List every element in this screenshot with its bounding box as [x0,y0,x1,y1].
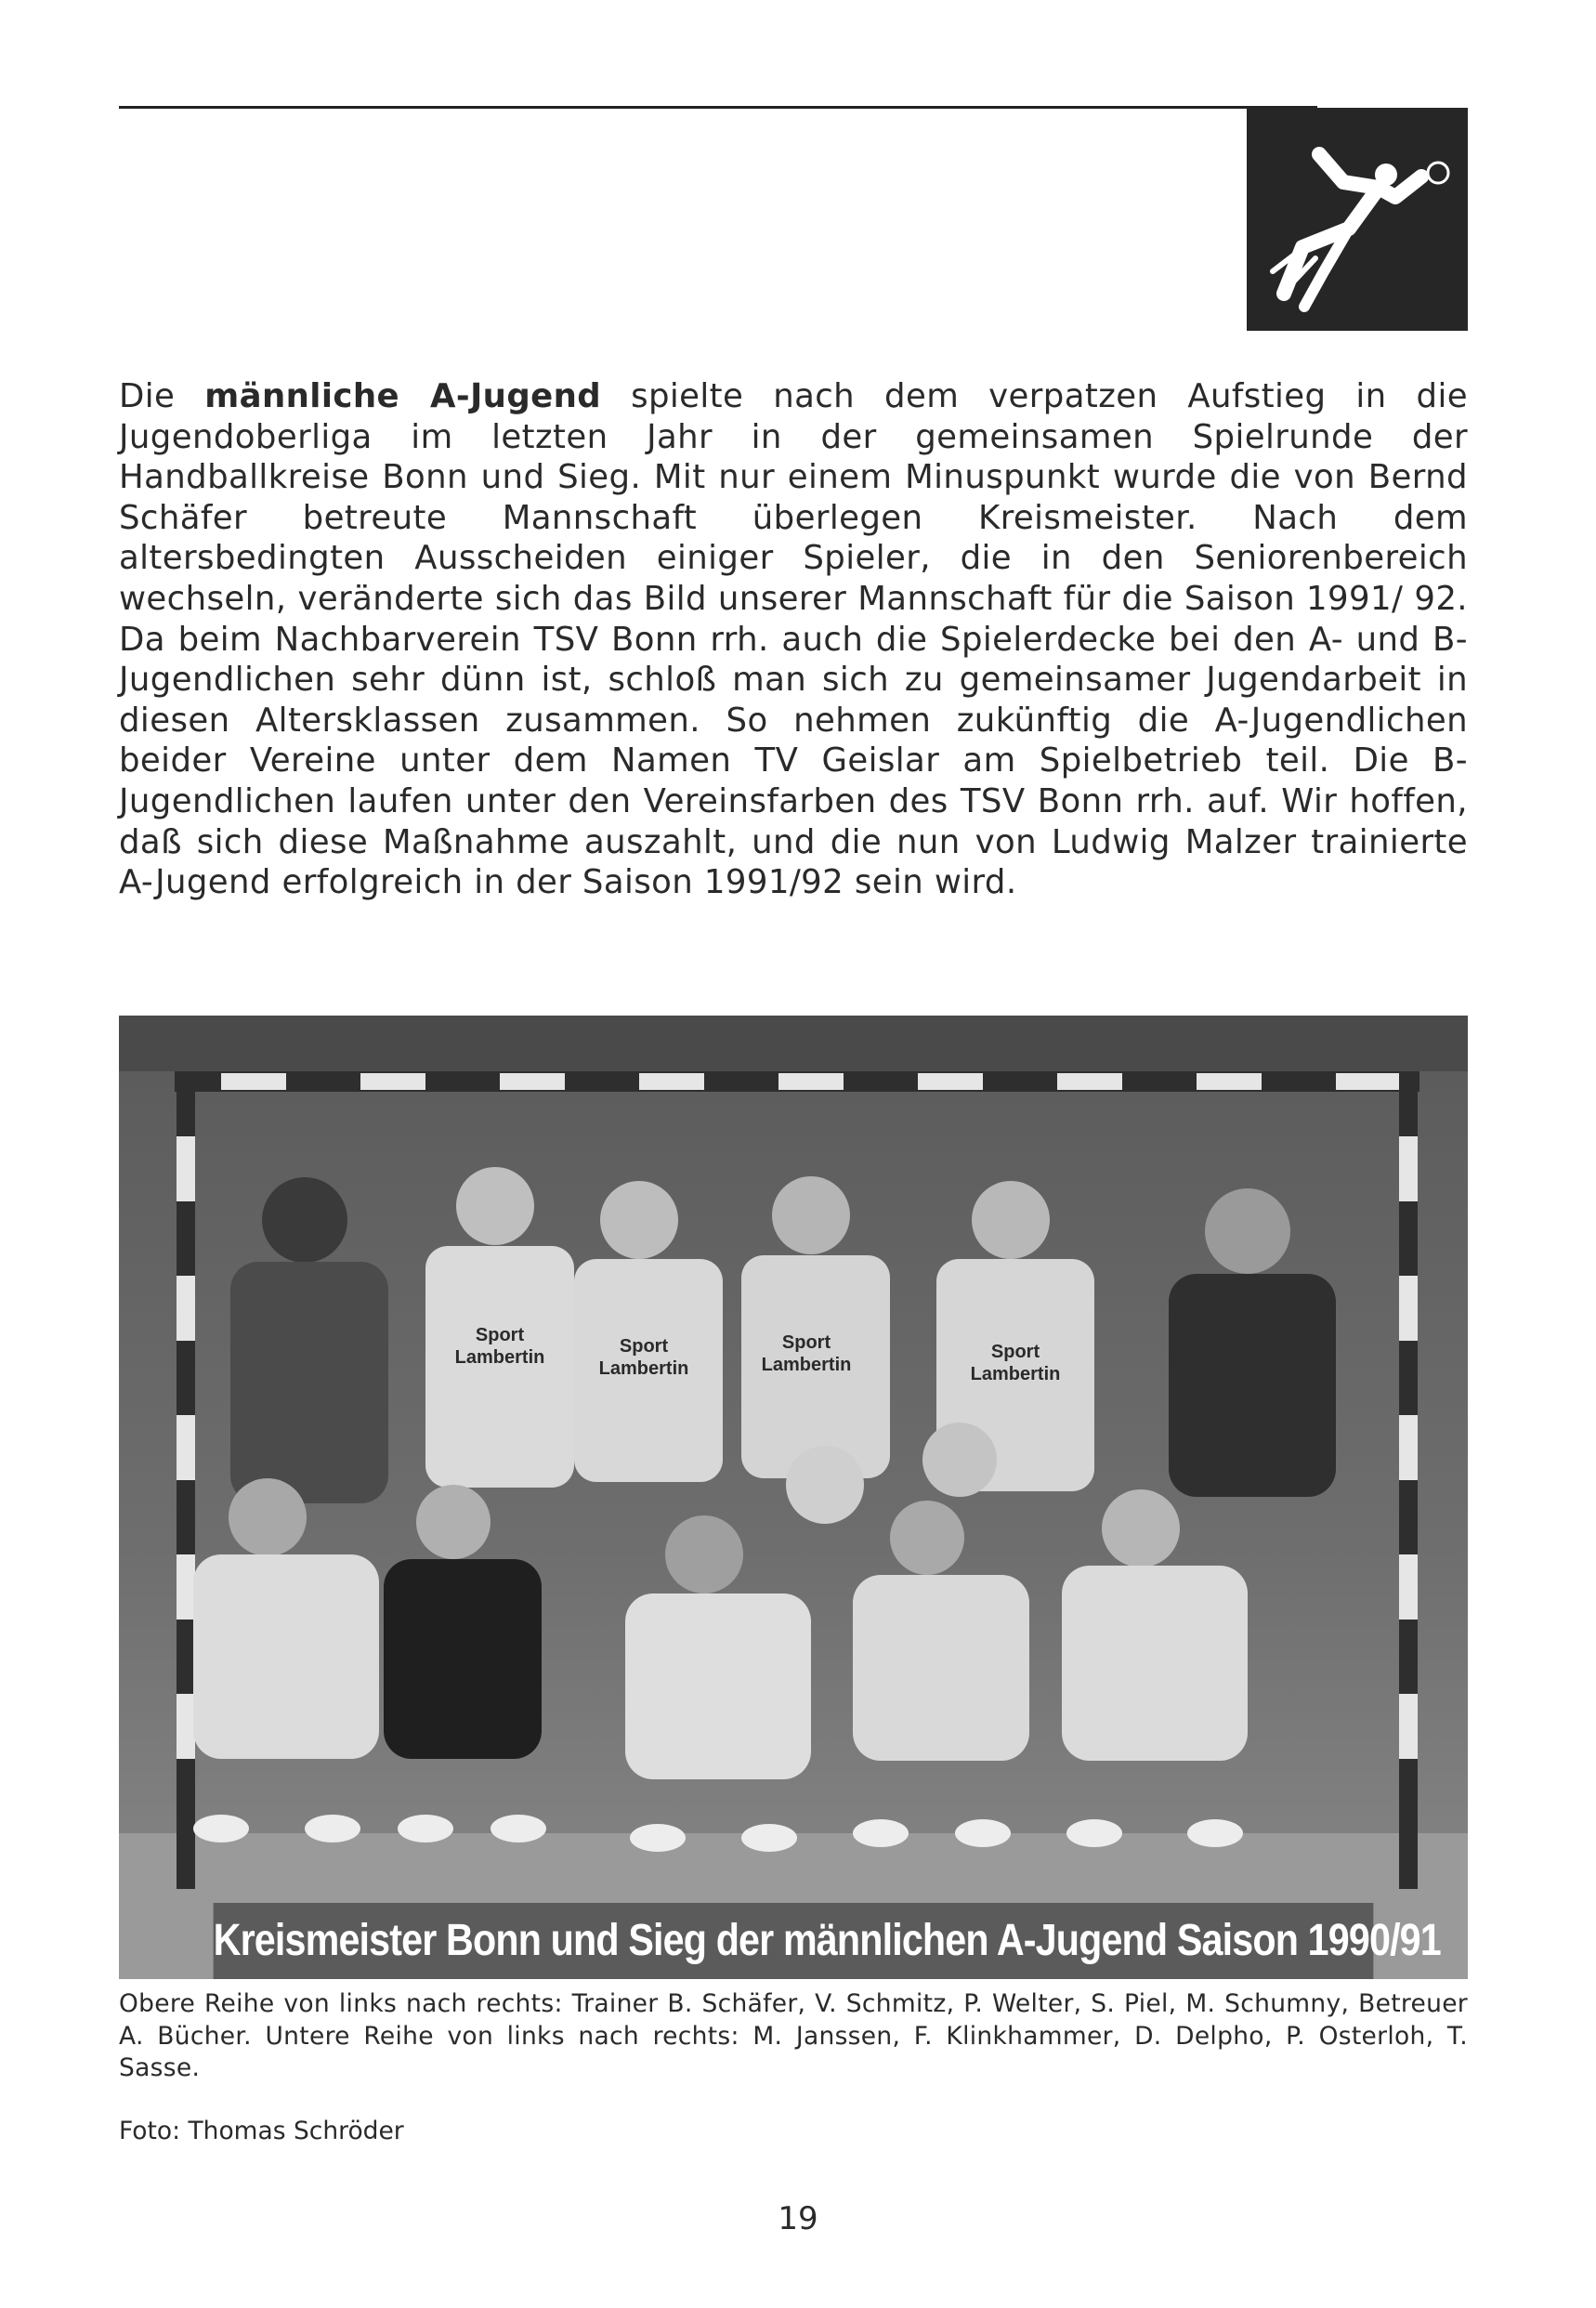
shirt-text: Sport [475,1325,525,1345]
shirt-text: Lambertin [454,1347,545,1368]
article-lead-bold: männliche A-Jugend [204,377,602,415]
article-text [119,376,1468,903]
article-body: spielte nach dem verpatzen Aufstieg in die Jugendoberliga im letzten Jahr in der gemeinsamen Spielrunde der Handballkreise Bonn und Sieg. Mit nur einem Minuspunkt wurde die von Bernd Schäfer betreute Mannschaft überlegen Kreismeister. Nach dem altersbedingten Ausscheiden einiger Spieler, die in den Seniorenbereich wechseln, veränderte sich das Bild unserer Mannschaft für die Saison 1991/ 92. Da beim Nachbarverein TSV Bonn rrh. auch die Spielerdecke bei den A- und B-Jugendlichen sehr dünn ist, schloß man sich zu gemeinsamer Jugendarbeit in diesen Altersklassen zusammen. So nehmen zukünftig die A-Jugendlichen beider Vereine unter dem Namen TV Geislar am Spielbetrieb teil. Die B-Jugendlichen laufen unter den Vereinsfarben des TSV Bonn rrh. auf. Wir hoffen, daß sich diese Maßnahme auszahlt, und die nun von Ludwig Malzer trainierte A-Jugend erfolgreich in der Saison 1991/92 sein wird. [119,377,1468,902]
shirt-text: Sport [619,1336,669,1357]
shirt-text: Sport [781,1332,831,1353]
handball-player-icon [1247,108,1468,331]
team-photo-image [119,1016,1468,1979]
shirt-text: Sport [990,1342,1040,1362]
page-number: 19 [778,2200,818,2237]
top-rule [119,106,1317,109]
photo-credit: Foto: Thomas Schröder [119,2117,404,2145]
shirt-text: Lambertin [970,1364,1061,1384]
shirt-text: Lambertin [761,1355,852,1375]
photo-caption: Obere Reihe von links nach rechts: Trainer B. Schäfer, V. Schmitz, P. Welter, S. Piel, M. Schumny, Betreuer A. Bücher. Untere Reihe von links nach rechts: M. Janssen, F. Klinkhammer, D. Delpho, P. Osterloh, T. Sasse. [119,1989,1468,2082]
article-lead-before: Die [119,377,205,415]
team-photo [119,1016,1468,1979]
shirt-text: Lambertin [598,1358,689,1379]
photo-title: Kreismeister Bonn und Sieg der männlichen A-Jugend Saison 1990/91 [214,1903,1374,1979]
